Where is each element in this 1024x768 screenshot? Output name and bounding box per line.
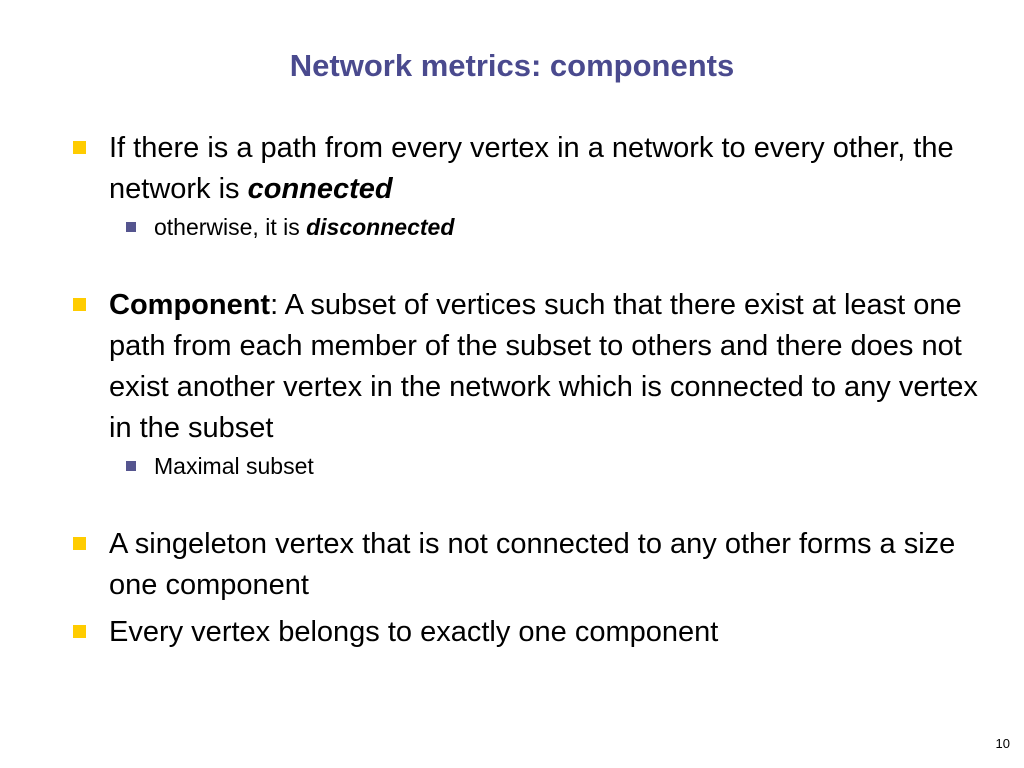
bullet-list xyxy=(72,128,982,653)
page-number: 10 xyxy=(995,736,1010,751)
bullet-component xyxy=(72,285,982,449)
bullet-connected xyxy=(72,128,982,210)
bullet-text: Every vertex belongs to exactly one component xyxy=(109,616,719,648)
square-sub-bullet-icon xyxy=(126,461,136,471)
slide-title: Network metrics: components xyxy=(289,48,735,83)
square-bullet-icon xyxy=(73,298,86,311)
bullet-text: A singeleton vertex that is not connected to any other forms a size one component xyxy=(109,528,956,601)
sub-bullet-disconnected xyxy=(109,210,982,244)
bullet-singleton xyxy=(72,524,982,606)
square-bullet-icon xyxy=(73,625,86,638)
sub-bullet-text: otherwise, it is xyxy=(154,214,307,240)
bullet-text: If there is a path from every vertex in a network to every other, the network is xyxy=(109,132,954,205)
sub-bullet-text: Maximal subset xyxy=(154,453,314,479)
square-bullet-icon xyxy=(73,141,86,154)
term-connected: connected xyxy=(247,173,393,205)
square-bullet-icon xyxy=(73,537,86,550)
bullet-every-vertex xyxy=(72,612,982,653)
term-component: Component xyxy=(109,289,271,321)
square-sub-bullet-icon xyxy=(126,222,136,232)
bullet-text: : A subset of vertices such that there exist at least one path from each member of the subset to others and there does not exist another vertex in the network which is connected to any vertex in the subset xyxy=(109,289,978,444)
term-disconnected: disconnected xyxy=(306,214,455,240)
sub-bullet-maximal-subset xyxy=(109,449,982,483)
